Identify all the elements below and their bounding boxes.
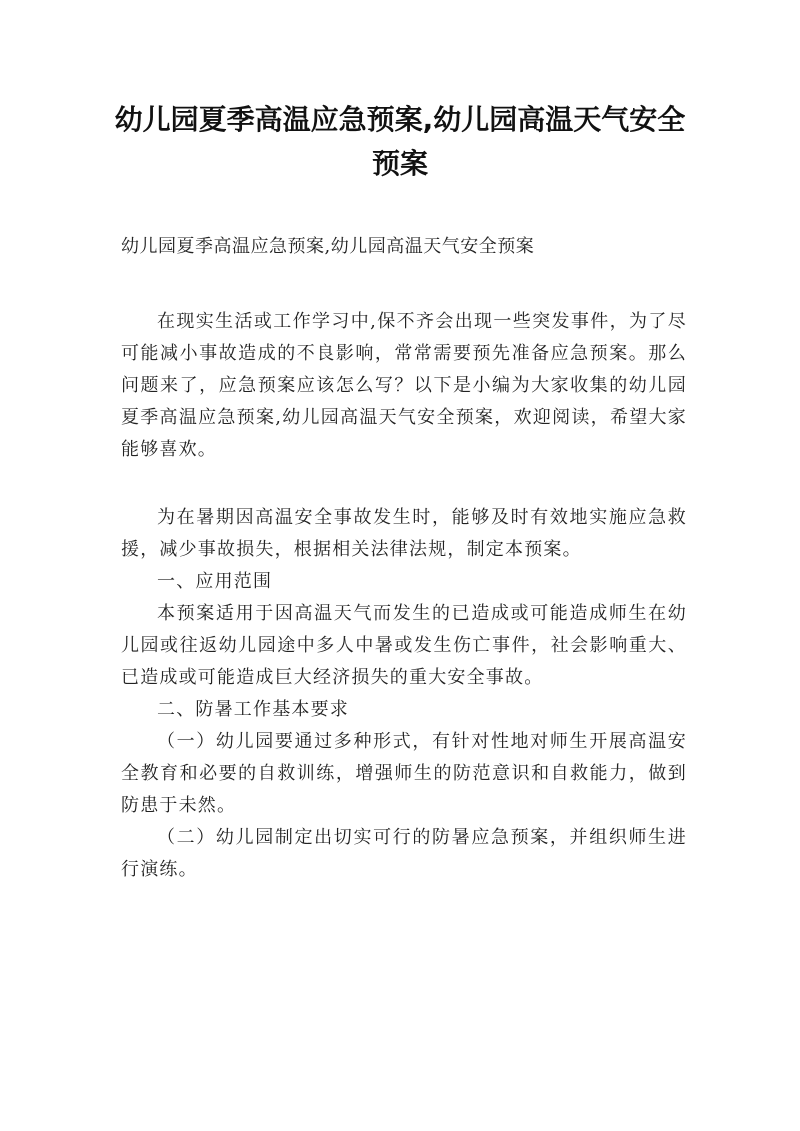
intro-paragraph: 在现实生活或工作学习中,保不齐会出现一些突发事件，为了尽可能减小事故造成的不良影响，常常需要预先准备应急预案。那么问题来了，应急预案应该怎么写？以下是小编为大家收集的幼儿园夏季高温应急预案,幼儿园高温天气安全预案，欢迎阅读，希望大家能够喜欢。 [121, 311, 687, 460]
purpose-paragraph: 为在暑期因高温安全事故发生时，能够及时有效地实施应急救援，减少事故损失，根据相关法律法规，制定本预案。 [121, 507, 687, 560]
document-title: 幼儿园夏季高温应急预案,幼儿园高温天气安全预案 [114, 103, 686, 180]
requirement-item-1: （一）幼儿园要通过多种形式，有针对性地对师生开展高温安全教育和必要的自救训练，增强师生的防范意识和自救能力，做到防患于未然。 [121, 731, 687, 816]
paragraph-spacer [121, 466, 687, 502]
document-body [121, 306, 687, 886]
section-heading-requirements: 二、防暑工作基本要求 [157, 699, 349, 720]
document-subtitle: 幼儿园夏季高温应急预案,幼儿园高温天气安全预案 [121, 236, 535, 257]
scope-paragraph: 本预案适用于因高温天气而发生的已造成或可能造成师生在幼儿园或往返幼儿园途中多人中暑或发生伤亡事件，社会影响重大、已造成或可能造成巨大经济损失的重大安全事故。 [121, 603, 687, 688]
section-heading-scope: 一、应用范围 [157, 571, 273, 592]
requirement-item-2: （二）幼儿园制定出切实可行的防暑应急预案，并组织师生进行演练。 [121, 827, 687, 880]
